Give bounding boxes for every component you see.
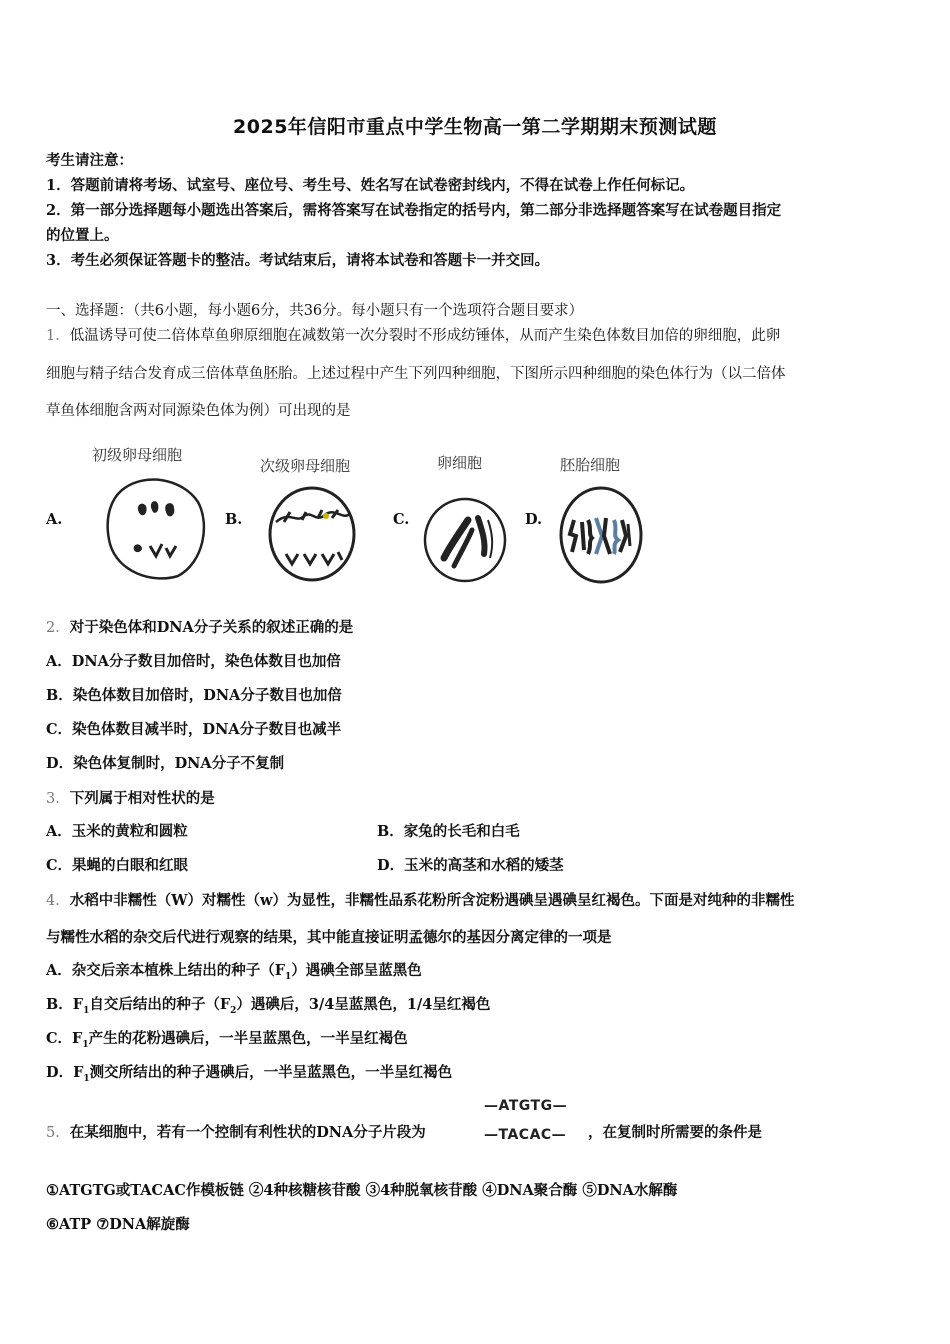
- q4-line1: [46, 892, 795, 910]
- q1-option-b-letter[interactable]: B.: [225, 511, 243, 528]
- q1-option-a-letter[interactable]: A.: [46, 511, 63, 528]
- q4-option-c-post: 产生的花粉遇碘后，一半呈蓝黑色，一半呈红褐色: [88, 1030, 408, 1047]
- q4-option-b-sub2: 2: [230, 1005, 237, 1016]
- q1-option-c-letter[interactable]: C.: [393, 511, 410, 528]
- q1-option-d-label: 胚胎细胞: [560, 456, 621, 474]
- dna-bottom-strand: —TACAC—: [484, 1127, 567, 1143]
- notice-item-1: 1．答题前请将考场、试室号、座位号、考生号、姓名写在试卷密封线内，不得在试卷上作任何标记。: [46, 177, 695, 194]
- q4-line2: 与糯性水稻的杂交后代进行观察的结果，其中能直接证明孟德尔的基因分离定律的一项是: [46, 929, 612, 946]
- q2-option-c[interactable]: C．染色体数目减半时，DNA分子数目也减半: [46, 721, 342, 738]
- page-title: 2025年信阳市重点中学生物高一第二学期期末预测试题: [233, 116, 717, 138]
- q3-option-a[interactable]: A．玉米的黄粒和圆粒: [46, 823, 188, 840]
- embryo-cell-diagram: [558, 484, 644, 586]
- q3-number: 3．: [46, 791, 70, 807]
- q4-option-b[interactable]: [46, 996, 490, 1020]
- notice-item-2: 2．第一部分选择题每小题选出答案后，需将答案写在试卷指定的括号内，第二部分非选择题答案写在试卷题目指定: [46, 202, 782, 219]
- q4-option-b-post: ）遇碘后，3/4呈蓝黑色，1/4呈红褐色: [236, 996, 491, 1013]
- q3-option-b[interactable]: B．家兔的长毛和白毛: [377, 823, 520, 840]
- q4-option-a[interactable]: [46, 962, 422, 986]
- notice-item-3: 3．考生必须保证答题卡的整洁。考试结束后，请将本试卷和答题卡一并交回。: [46, 252, 550, 269]
- q3-text: 下列属于相对性状的是: [69, 790, 215, 807]
- q5-number: 5．: [46, 1125, 70, 1141]
- q4-option-c-pre: C．F: [46, 1030, 83, 1047]
- q4-option-b-mid: 自交后结出的种子（F: [89, 996, 231, 1013]
- q2-option-a[interactable]: A．DNA分子数目加倍时，染色体数目也加倍: [46, 653, 341, 670]
- q2-text: 对于染色体和DNA分子关系的叙述正确的是: [69, 619, 354, 636]
- notice-item-2-cont: 的位置上。: [46, 227, 119, 244]
- q3-option-c[interactable]: C．果蝇的白眼和红眼: [46, 857, 189, 874]
- secondary-oocyte-diagram: [266, 484, 358, 584]
- q4-option-a-pre: A．杂交后亲本植株上结出的种子（F: [46, 962, 286, 979]
- q1-line2: 细胞与精子结合发育成三倍体草鱼胚胎。上述过程中产生下列四种细胞，下图所示四种细胞的染色体行为（以二倍体: [46, 366, 786, 382]
- q1-text-1: 低温诱导可使二倍体草鱼卵原细胞在减数第一次分裂时不形成纺锤体，从而产生染色体数目加倍的卵细胞，此卵: [69, 328, 781, 344]
- primary-oocyte-diagram: [104, 472, 210, 582]
- egg-cell-diagram: [422, 496, 508, 584]
- dna-top-strand: —ATGTG—: [484, 1098, 568, 1114]
- q3-option-d[interactable]: D．玉米的高茎和水稻的矮茎: [377, 857, 564, 874]
- q4-option-b-pre: B．F: [46, 996, 84, 1013]
- q4-option-c[interactable]: [46, 1030, 408, 1054]
- q4-option-c-sub: 1: [82, 1039, 89, 1050]
- q2-number: 2．: [46, 620, 70, 636]
- q4-number: 4．: [46, 893, 70, 909]
- q1-line1: [46, 327, 780, 345]
- q5-stem-pre: [46, 1124, 426, 1142]
- q4-option-d-post: 测交所结出的种子遇碘后，一半呈蓝黑色，一半呈红褐色: [89, 1064, 453, 1081]
- q1-option-a-label: 初级卵母细胞: [92, 446, 183, 464]
- q4-text-1: 水稻中非糯性（W）对糯性（w）为显性，非糯性品系花粉所含淀粉遇碘呈遇碘呈红褐色。下面是对纯种的非糯性: [69, 892, 795, 909]
- q5-conditions-line2: ⑥ATP ⑦DNA解旋酶: [46, 1216, 190, 1233]
- section-heading: 一、选择题：（共6小题，每小题6分，共36分。每小题只有一个选项符合题目要求）: [46, 303, 584, 319]
- q4-option-a-post: ）遇碘全部呈蓝黑色: [291, 962, 422, 979]
- q2-option-b[interactable]: B．染色体数目加倍时，DNA分子数目也加倍: [46, 687, 342, 704]
- q2-stem: [46, 619, 353, 637]
- q4-option-d-sub: 1: [83, 1073, 90, 1084]
- q5-text-pre: 在某细胞中，若有一个控制有利性状的DNA分子片段为: [69, 1124, 426, 1141]
- q4-option-d[interactable]: [46, 1064, 452, 1088]
- q5-conditions-line1: ①ATGTG或TACAC作模板链 ②4种核糖核苷酸 ③4种脱氧核苷酸 ④DNA聚合酶 ⑤DNA水解酶: [46, 1182, 678, 1199]
- q1-option-c-label: 卵细胞: [437, 454, 483, 472]
- q4-option-b-sub1: 1: [83, 1005, 90, 1016]
- q3-stem: [46, 790, 215, 808]
- notice-heading: 考生请注意：: [46, 152, 133, 169]
- q1-option-d-letter[interactable]: D.: [525, 511, 543, 528]
- q2-option-d[interactable]: D．染色体复制时，DNA分子不复制: [46, 755, 285, 772]
- q4-option-a-sub: 1: [285, 971, 292, 982]
- q1-option-b-label: 次级卵母细胞: [260, 457, 351, 475]
- q4-option-d-pre: D．F: [46, 1064, 84, 1081]
- q1-line3: 草鱼体细胞含两对同源染色体为例）可出现的是: [46, 403, 351, 419]
- q1-number: 1．: [46, 328, 70, 344]
- q5-stem-post: ，在复制时所需要的条件是: [588, 1124, 762, 1141]
